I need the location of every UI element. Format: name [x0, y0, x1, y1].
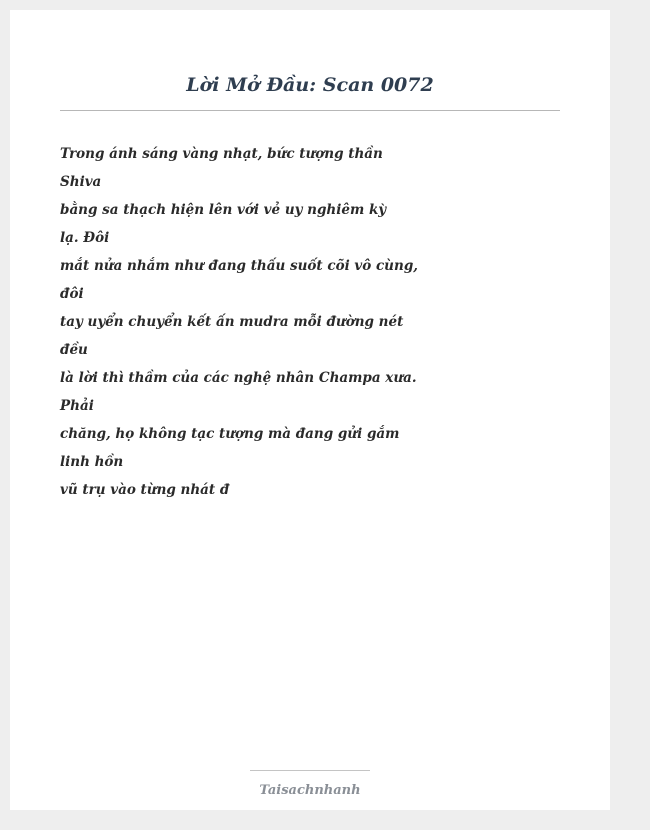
document-page	[10, 10, 610, 810]
footer-divider	[250, 770, 370, 771]
text-line: bằng sa thạch hiện lên với vẻ uy nghiêm kỳ	[60, 202, 387, 218]
title-divider	[60, 110, 560, 111]
text-line: tay uyển chuyển kết ấn mudra mỗi đường nét	[60, 314, 404, 330]
text-line: Phải	[60, 398, 94, 414]
text-line: mắt nửa nhắm như đang thấu suốt cõi vô cùng,	[60, 258, 418, 274]
text-line: linh hồn	[60, 454, 124, 470]
text-line: Shiva	[60, 174, 102, 190]
text-line: lạ. Đôi	[60, 230, 110, 246]
page-title: Lời Mở Đầu: Scan 0072	[186, 74, 434, 96]
footer-source: Taisachnhanh	[259, 783, 361, 798]
text-line: đôi	[60, 286, 84, 302]
body-text	[60, 142, 418, 506]
text-line: vũ trụ vào từng nhát đ	[60, 482, 230, 498]
text-line: là lời thì thầm của các nghệ nhân Champa xưa.	[60, 370, 417, 386]
text-line: Trong ánh sáng vàng nhạt, bức tượng thần	[60, 146, 383, 162]
text-line: đều	[60, 342, 88, 358]
text-line: chăng, họ không tạc tượng mà đang gửi gắm	[60, 426, 400, 442]
